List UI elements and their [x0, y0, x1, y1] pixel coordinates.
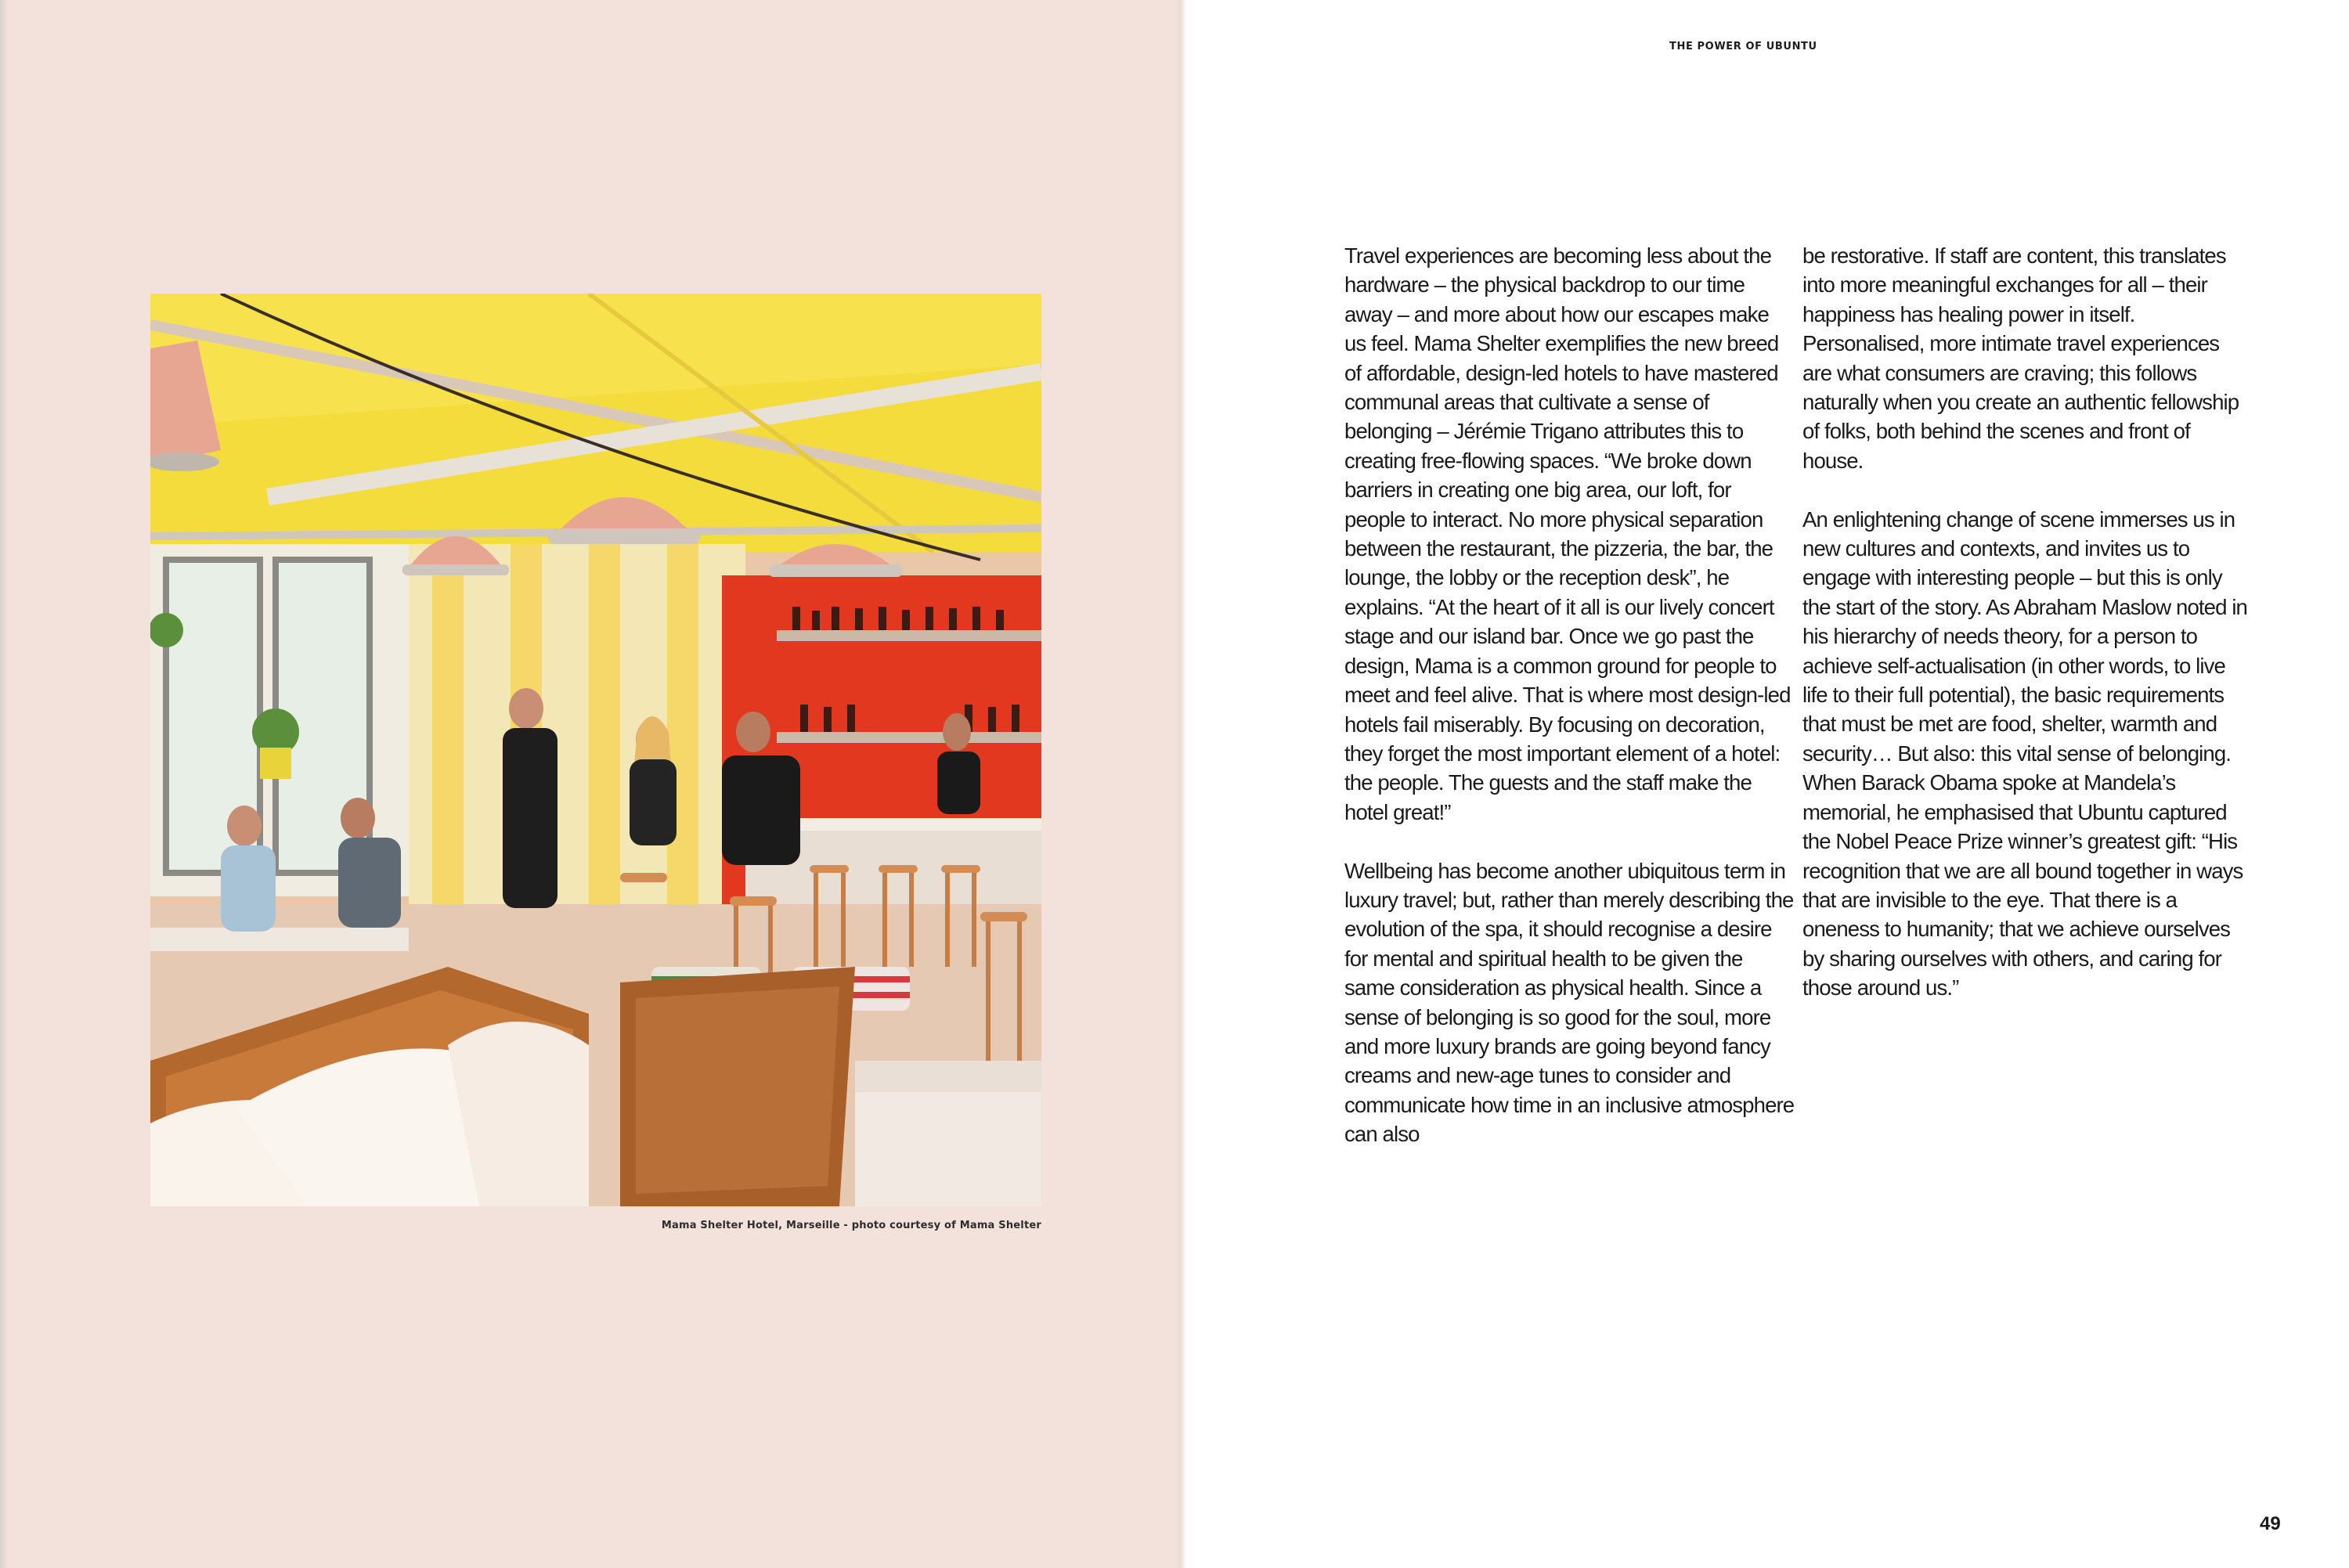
photo-restaurant-lounge — [150, 294, 1041, 1206]
page-edge-shadow — [0, 0, 8, 1568]
article-paragraph: be restorative. If staff are content, this translates into more meaningful exchanges for all – their happiness has healing power in itself. Personalised, more intimate travel experiences are what consumers are craving; this follows naturally when you create an authentic fellowship of folks, both behind the scenes and front of house. — [1802, 243, 2239, 473]
article-paragraph: An enlightening change of scene immerses us in new cultures and contexts, and invites us to engage with interesting people – but this is only the start of the story. As Abraham Maslow noted in his hierarchy of needs theory, for a person to achieve self-actualisation (in other words, to live life to their full potential), the basic requirements that must be met are food, shelter, warmth and security… But also: this vital sense of belonging. When Barack Obama spoke at Mandela’s memorial, he emphasised that Ubuntu captured the Nobel Peace Prize winner’s greatest gift: “His recognition that we are all bound together in ways that are invisible to the eye. That there is a oneness to humanity; that we achieve ourselves by sharing ourselves with others, and caring for those around us.” — [1802, 506, 2247, 1000]
running-head: THE POWER OF UBUNTU — [1669, 41, 1817, 52]
page-number: 49 — [2260, 1513, 2281, 1534]
article-paragraph: Travel experiences are becoming less about the hardware – the physical backdrop to our time away – and more about how our escapes make us feel. Mama Shelter exemplifies the new breed of affordable, design-led hotels to have mastered communal areas that cultivate a sense of belonging – Jérémie Trigano attributes this to creating free-flowing spaces. “We broke down barriers in creating one big area, our loft, for people to interact. No more physical separation between the restaurant, the pizzeria, the bar, the lounge, the lobby or the reception desk”, he explains. “At the heart of it all is our lively concert stage and our island bar. Once we go past the design, Mama is a common ground for people to meet and feel alive. That is where most design-led hotels fail miserably. By focusing on decoration, they forget the most important element of a hotel: the people. The guests and the staff make the hotel great!” — [1344, 243, 1791, 824]
article-column-left — [1344, 241, 1795, 1178]
article-column-right — [1802, 241, 2253, 1032]
book-gutter — [1174, 0, 1190, 1568]
photo-caption: Mama Shelter Hotel, Marseille - photo courtesy of Mama Shelter — [661, 1220, 1041, 1231]
article-paragraph: Wellbeing has become another ubiquitous term in luxury travel; but, rather than merely describing the evolution of the spa, it should recognise a desire for mental and spiritual health to be given the same consideration as physical health. Since a sense of belonging is so good for the soul, more and more luxury brands are going beyond fancy creams and new-age tunes to consider and communicate how time in an inclusive atmosphere can also — [1344, 858, 1795, 1147]
